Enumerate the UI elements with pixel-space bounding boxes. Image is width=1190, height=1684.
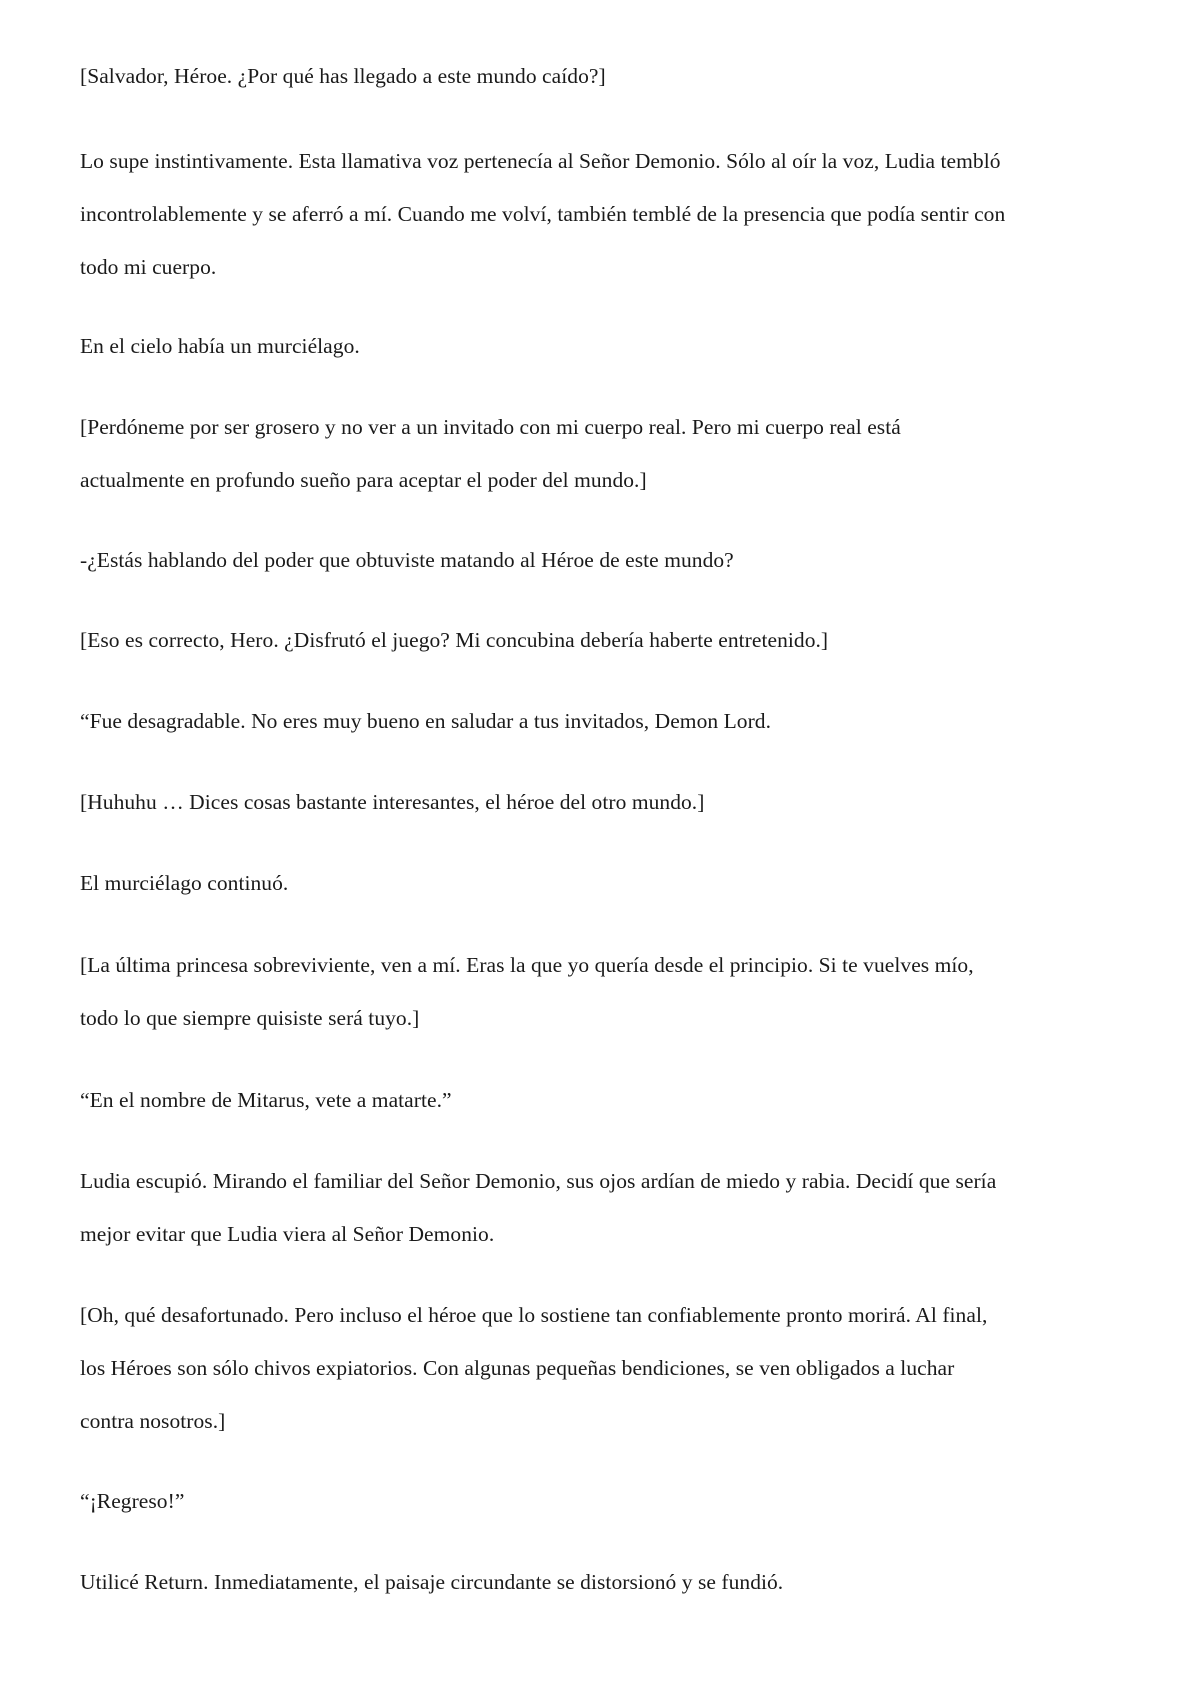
text-line: Utilicé Return. Inmediatamente, el paisaje circundante se distorsionó y se fundió. (80, 1570, 784, 1594)
text-line: -¿Estás hablando del poder que obtuviste matando al Héroe de este mundo? (80, 548, 734, 572)
paragraph-narration (80, 135, 1120, 294)
text-line: [Huhuhu … Dices cosas bastante interesantes, el héroe del otro mundo.] (80, 790, 705, 814)
text-line: Lo supe instintivamente. Esta llamativa voz pertenecía al Señor Demonio. Sólo al oír la voz, Ludia tembló (80, 149, 1001, 173)
paragraph-dialogue (80, 1074, 1120, 1127)
paragraph-dialogue (80, 50, 1120, 103)
paragraph-narration (80, 320, 1120, 373)
paragraph-dialogue (80, 1475, 1120, 1528)
paragraph-dialogue (80, 614, 1120, 667)
text-line: actualmente en profundo sueño para aceptar el poder del mundo.] (80, 468, 647, 492)
text-line: En el cielo había un murciélago. (80, 334, 360, 358)
text-line: [Eso es correcto, Hero. ¿Disfrutó el juego? Mi concubina debería haberte entretenido.] (80, 628, 829, 652)
text-line: [Perdóneme por ser grosero y no ver a un invitado con mi cuerpo real. Pero mi cuerpo real está (80, 415, 901, 439)
text-line: El murciélago continuó. (80, 871, 289, 895)
text-line: “En el nombre de Mitarus, vete a matarte.” (80, 1088, 452, 1112)
paragraph-narration (80, 857, 1120, 910)
paragraph-dialogue (80, 776, 1120, 829)
text-line: incontrolablemente y se aferró a mí. Cuando me volví, también temblé de la presencia que podía sentir con (80, 202, 1006, 226)
text-line: todo mi cuerpo. (80, 255, 217, 279)
paragraph-dialogue (80, 1289, 1120, 1448)
text-line: “¡Regreso!” (80, 1489, 185, 1513)
text-line: contra nosotros.] (80, 1409, 226, 1433)
paragraph-dialogue (80, 939, 1120, 1045)
text-line: los Héroes son sólo chivos expiatorios. Con algunas pequeñas bendiciones, se ven obligados a luchar (80, 1356, 955, 1380)
paragraph-dialogue (80, 534, 1120, 587)
paragraph-narration (80, 1556, 1120, 1609)
text-line: mejor evitar que Ludia viera al Señor Demonio. (80, 1222, 495, 1246)
text-line: [La última princesa sobreviviente, ven a mí. Eras la que yo quería desde el principio. Si te vuelves mío, (80, 953, 974, 977)
text-line: [Salvador, Héroe. ¿Por qué has llegado a este mundo caído?] (80, 64, 606, 88)
paragraph-dialogue (80, 401, 1120, 507)
text-line: “Fue desagradable. No eres muy bueno en saludar a tus invitados, Demon Lord. (80, 709, 772, 733)
text-line: todo lo que siempre quisiste será tuyo.] (80, 1006, 420, 1030)
text-line: Ludia escupió. Mirando el familiar del Señor Demonio, sus ojos ardían de miedo y rabia. Decidí que sería (80, 1169, 997, 1193)
paragraph-narration (80, 1155, 1120, 1261)
text-line: [Oh, qué desafortunado. Pero incluso el héroe que lo sostiene tan confiablemente pronto morirá. Al final, (80, 1303, 988, 1327)
paragraph-dialogue (80, 695, 1120, 748)
